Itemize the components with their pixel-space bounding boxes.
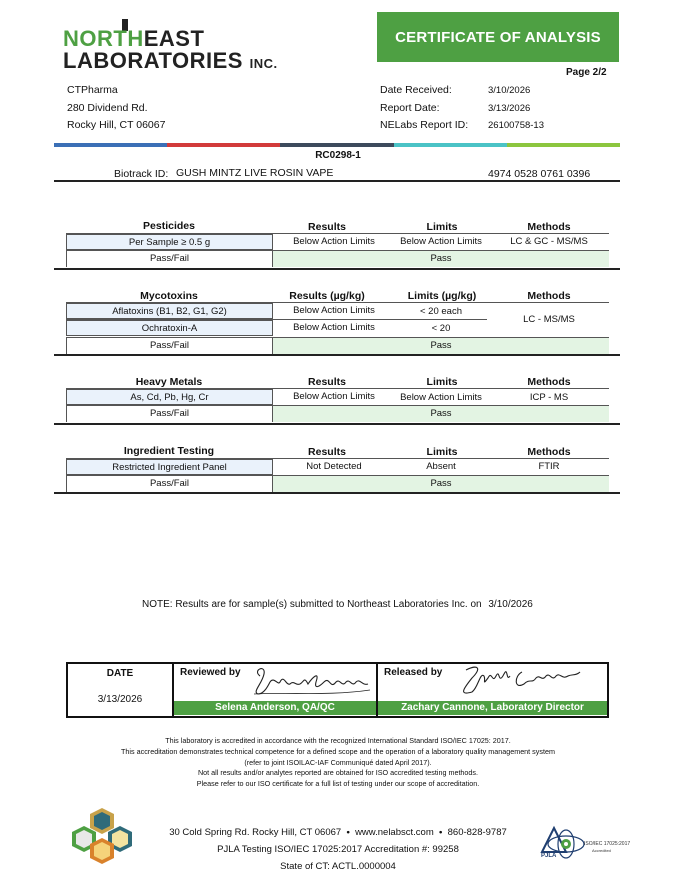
report-id-value: 26100758-13: [488, 120, 544, 131]
divider: [54, 180, 620, 182]
footer-website[interactable]: www.nelabsct.com: [355, 827, 434, 838]
ingredient-passfail-value: Pass: [273, 476, 609, 492]
report-id-label: NELabs Report ID:: [380, 119, 469, 131]
accreditation-line: This accreditation demonstrates technical competence for a defined scope and the operation of a laboratory quality management system: [121, 746, 555, 756]
metals-row-limit: Below Action Limits: [400, 392, 482, 403]
sample-rc-number: RC0298-1: [315, 150, 361, 161]
pjla-seal-text: PJLA: [541, 853, 557, 859]
metals-row-method: ICP - MS: [529, 392, 569, 403]
color-bar-segment: [280, 143, 393, 147]
footer-pjla: PJLA Testing ISO/IEC 17025:2017 Accreditation #: 99258: [217, 844, 459, 855]
pesticides-methods-header: Methods: [527, 221, 571, 233]
date-received-value: 3/10/2026: [488, 85, 531, 96]
mycotoxins-results-header: Results (µg/kg): [289, 290, 365, 302]
metals-title: Heavy Metals: [135, 376, 203, 388]
pesticides-title: Pesticides: [143, 220, 195, 232]
mycotoxins-row1-label: Aflatoxins (B1, B2, G1, G2): [66, 303, 273, 319]
mycotoxins-row2-limit: < 20: [431, 323, 451, 334]
ingredient-limits-header: Limits: [426, 446, 458, 458]
color-bar-segment: [167, 143, 280, 147]
logo-line2: [63, 48, 278, 74]
note-text: NOTE: Results are for sample(s) submitted to Northeast Laboratories Inc. on: [142, 599, 482, 610]
client-name: CTPharma: [67, 84, 118, 96]
metals-limits-header: Limits: [426, 376, 458, 388]
pesticides-row-result: Below Action Limits: [293, 236, 375, 247]
reviewed-signature: [250, 664, 372, 700]
note: [142, 599, 533, 610]
color-bar-segment: [394, 143, 507, 147]
released-by-name: Zachary Cannone, Laboratory Director: [378, 701, 607, 715]
metals-passfail-value: Pass: [273, 406, 609, 422]
ingredient-passfail-label: Pass/Fail: [66, 476, 273, 492]
note-date: 3/10/2026: [488, 599, 533, 610]
metals-methods-header: Methods: [527, 376, 571, 388]
reviewed-by-label: Reviewed by: [180, 667, 241, 678]
page-number: Page 2/2: [566, 67, 607, 78]
logo-north: NORTH: [63, 26, 144, 51]
logo-laboratories: LABORATORIES: [63, 48, 243, 73]
date-received-label: Date Received:: [380, 84, 452, 96]
accreditation-statement: [0, 736, 676, 790]
pesticides-row-label: Per Sample ≥ 0.5 g: [66, 234, 273, 250]
accreditation-line: This laboratory is accredited in accordance with the recognized International Standard ISO/IEC 17025: 2017.: [165, 736, 511, 745]
ingredient-methods-header: Methods: [527, 446, 571, 458]
report-meta-values: [488, 82, 544, 135]
ingredient-results-header: Results: [308, 446, 346, 458]
logo-east: EAST: [143, 26, 205, 51]
certificate-title: CERTIFICATE OF ANALYSIS: [377, 12, 619, 62]
pjla-seal-iso: ISO/IEC 17025:2017: [584, 841, 631, 847]
biotrack-label: Biotrack ID:: [114, 168, 169, 180]
color-bar: [54, 143, 620, 147]
date-label: DATE: [106, 668, 134, 679]
ingredient-title: Ingredient Testing: [123, 445, 215, 457]
mycotoxins-title: Mycotoxins: [140, 290, 198, 302]
footer-contact: 30 Cold Spring Rd. Rocky Hill, CT 06067 • www.nelabsct.com • 860-828-9787: [169, 827, 507, 838]
pesticides-results-header: Results: [308, 221, 346, 233]
divider: [54, 354, 620, 356]
pesticides-limits-header: Limits: [426, 221, 458, 233]
mycotoxins-row2-label: Ochratoxin-A: [66, 320, 273, 336]
released-signature: [452, 662, 582, 702]
client-address-line1: 280 Dividend Rd.: [67, 101, 148, 114]
accreditation-line: Please refer to our ISO certificate for a full list of testing under our scope of accreditation.: [196, 779, 480, 789]
metals-passfail-label: Pass/Fail: [66, 406, 273, 422]
divider: [54, 423, 620, 425]
report-meta-labels: [380, 82, 468, 135]
logo-inc: INC.: [249, 56, 278, 71]
reviewed-by-name: Selena Anderson, QA/QC: [174, 701, 376, 715]
pesticides-passfail-value: Pass: [273, 251, 609, 267]
metals-row-result: Below Action Limits: [293, 391, 375, 402]
mycotoxins-row2-result: Below Action Limits: [293, 322, 375, 333]
mycotoxins-methods-header: Methods: [527, 290, 571, 302]
color-bar-segment: [507, 143, 620, 147]
ingredient-row-method: FTIR: [538, 461, 560, 472]
ingredient-row-limit: Absent: [426, 461, 456, 472]
divider: [54, 492, 620, 494]
metals-results-header: Results: [308, 376, 346, 388]
ingredient-row-label: Restricted Ingredient Panel: [66, 459, 273, 475]
divider: [54, 268, 620, 270]
pesticides-row-limit: Below Action Limits: [400, 236, 482, 247]
mycotoxins-row1-limit: < 20 each: [420, 306, 462, 317]
product-name: GUSH MINTZ LIVE ROSIN VAPE: [176, 167, 334, 179]
report-date-value: 3/13/2026: [488, 102, 531, 114]
released-by-label: Released by: [384, 667, 443, 678]
pesticides-passfail-label: Pass/Fail: [66, 251, 273, 267]
color-bar-segment: [54, 143, 167, 147]
pesticides-row-method: LC & GC - MS/MS: [510, 236, 588, 247]
footer-phone: 860-828-9787: [447, 827, 507, 838]
mycotoxins-row1-result: Below Action Limits: [293, 305, 375, 316]
accreditation-line: Not all results and/or analytes reported are obtained for ISO accredited testing methods.: [197, 768, 479, 778]
mycotoxins-passfail-value: Pass: [273, 338, 609, 354]
mycotoxins-passfail-label: Pass/Fail: [66, 338, 273, 354]
ingredient-row-result: Not Detected: [306, 461, 362, 472]
accreditation-line: (refer to joint ISOILAC-IAF Communiqué dated April 2017).: [244, 757, 432, 767]
footer-address: 30 Cold Spring Rd. Rocky Hill, CT 06067: [169, 827, 342, 838]
date-value: 3/13/2026: [97, 694, 143, 705]
client-address-line2: Rocky Hill, CT 06067: [67, 119, 166, 131]
biotrack-number: 4974 0528 0761 0396: [488, 168, 591, 180]
report-date-label: Report Date:: [380, 101, 440, 114]
pjla-seal-accredited: Accredited: [592, 848, 611, 853]
metals-row-label: As, Cd, Pb, Hg, Cr: [66, 389, 273, 405]
client-address: [67, 82, 165, 135]
mycotoxins-method: LC - MS/MS: [523, 314, 575, 325]
mycotoxins-limits-header: Limits (µg/kg): [407, 290, 477, 302]
footer-state: State of CT: ACTL.0000004: [280, 861, 396, 872]
